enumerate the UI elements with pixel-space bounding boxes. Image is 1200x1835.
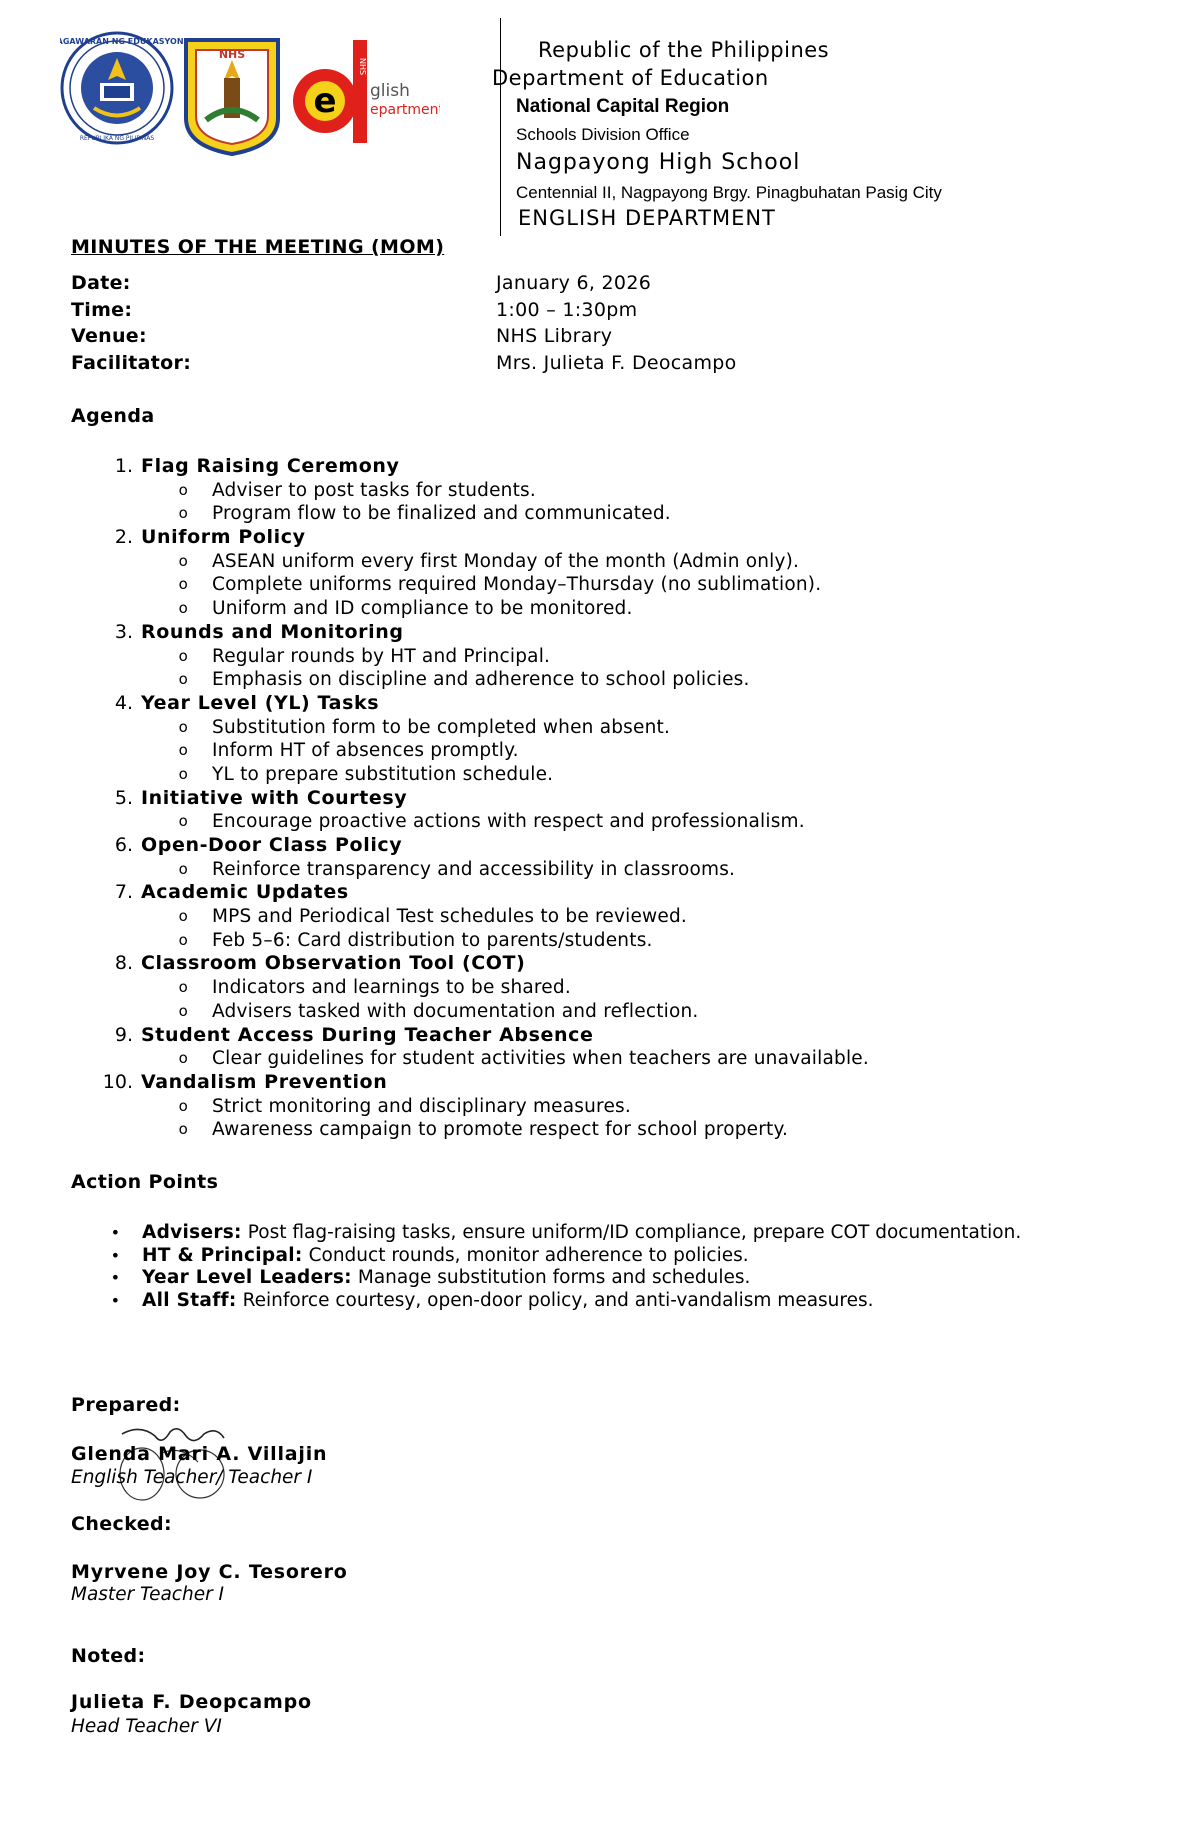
agenda-subitem-text: Uniform and ID compliance to be monitored. bbox=[212, 598, 633, 620]
meta-label: Time: bbox=[71, 298, 133, 321]
action-point-text: Manage substitution forms and schedules. bbox=[357, 1267, 751, 1289]
header-school-name: Nagpayong High School bbox=[516, 150, 801, 175]
agenda-item-number: 2. bbox=[114, 526, 133, 549]
agenda-item-number: 1. bbox=[114, 455, 133, 477]
noted-role: Head Teacher VI bbox=[71, 1716, 222, 1737]
agenda-item-number: 6. bbox=[114, 834, 133, 856]
agenda-subitem bbox=[71, 645, 1131, 669]
agenda-subitem-text: Adviser to post tasks for students. bbox=[212, 479, 536, 501]
agenda-subitem-text: Clear guidelines for student activities when teachers are unavailable. bbox=[212, 1048, 869, 1070]
action-point bbox=[71, 1290, 1171, 1313]
header-department-name: ENGLISH DEPARTMENT bbox=[518, 206, 776, 230]
agenda-item-number: 7. bbox=[114, 881, 133, 904]
header-division: Schools Division Office bbox=[516, 125, 690, 144]
agenda-subitem bbox=[71, 716, 1131, 740]
agenda-item bbox=[71, 881, 1131, 952]
agenda-item-heading bbox=[71, 455, 1131, 479]
agenda-subitem bbox=[71, 573, 1131, 597]
noted-name: Julieta F. Deopcampo bbox=[71, 1691, 312, 1713]
sub-bullet-icon: o bbox=[178, 907, 188, 926]
meta-row-facilitator bbox=[71, 352, 971, 379]
header-address: Centennial II, Nagpayong Brgy. Pinagbuhatan Pasig City bbox=[516, 183, 942, 202]
agenda-subitem-text: Regular rounds by HT and Principal. bbox=[212, 645, 551, 667]
bullet-icon: • bbox=[110, 1223, 120, 1242]
sub-bullet-icon: o bbox=[178, 717, 188, 736]
svg-text:NHS: NHS bbox=[218, 48, 246, 61]
sub-bullet-icon: o bbox=[178, 575, 188, 594]
meta-value: NHS Library bbox=[496, 325, 613, 347]
bullet-icon: • bbox=[110, 1291, 120, 1311]
sub-bullet-icon: o bbox=[178, 480, 188, 499]
sub-bullet-icon: o bbox=[178, 812, 188, 831]
prepared-name: Glenda Mari A. Villajin bbox=[71, 1443, 328, 1465]
agenda-subitem bbox=[71, 1047, 1131, 1071]
sub-bullet-icon: o bbox=[178, 1049, 188, 1068]
meta-row-venue bbox=[71, 325, 971, 352]
meta-label: Date: bbox=[71, 272, 131, 294]
agenda-item-number: 8. bbox=[114, 952, 133, 975]
action-point bbox=[71, 1222, 1171, 1245]
header-logos bbox=[60, 28, 440, 158]
action-point bbox=[71, 1245, 1171, 1268]
agenda-subitem bbox=[71, 597, 1131, 621]
agenda-item-title: Initiative with Courtesy bbox=[141, 786, 408, 809]
agenda-item-heading bbox=[71, 1071, 1131, 1095]
agenda-item-title: Academic Updates bbox=[141, 881, 349, 904]
sub-bullet-icon: o bbox=[178, 1096, 188, 1115]
agenda-subitem bbox=[71, 739, 1131, 763]
action-point-text: Conduct rounds, monitor adherence to policies. bbox=[308, 1244, 749, 1266]
checked-label: Checked: bbox=[71, 1513, 173, 1535]
agenda-subitem-text: ASEAN uniform every first Monday of the month (Admin only). bbox=[212, 550, 800, 572]
meta-row-date bbox=[71, 272, 971, 299]
agenda-subitem-text: Strict monitoring and disciplinary measures. bbox=[212, 1095, 631, 1117]
agenda-item-title: Uniform Policy bbox=[141, 526, 306, 549]
agenda-item bbox=[71, 1024, 1131, 1071]
agenda-item-heading bbox=[71, 1024, 1131, 1048]
sub-bullet-icon: o bbox=[178, 670, 188, 689]
agenda-item-title: Classroom Observation Tool (COT) bbox=[141, 952, 526, 975]
agenda-subitem bbox=[71, 1000, 1131, 1024]
meta-row-time bbox=[71, 299, 971, 326]
agenda-subitem bbox=[71, 502, 1131, 526]
action-point-owner: Advisers: bbox=[142, 1222, 242, 1243]
agenda-item bbox=[71, 526, 1131, 621]
agenda-subitem bbox=[71, 479, 1131, 503]
sub-bullet-icon: o bbox=[178, 504, 188, 523]
agenda-subitem bbox=[71, 1095, 1131, 1119]
agenda-subitem-text: Complete uniforms required Monday–Thursday (no sublimation). bbox=[212, 574, 822, 596]
agenda-subitem-text: Feb 5–6: Card distribution to parents/students. bbox=[212, 929, 653, 951]
agenda-item bbox=[71, 455, 1131, 526]
agenda-item-heading bbox=[71, 692, 1131, 716]
agenda-subitem-text: Encourage proactive actions with respect and professionalism. bbox=[212, 811, 805, 833]
agenda-item-title: Student Access During Teacher Absence bbox=[141, 1023, 594, 1046]
sub-bullet-icon: o bbox=[178, 646, 188, 665]
sub-bullet-icon: o bbox=[178, 1001, 188, 1020]
svg-text:REPUBLIKA NG PILIPINAS: REPUBLIKA NG PILIPINAS bbox=[79, 135, 155, 142]
agenda-item-heading bbox=[71, 834, 1131, 858]
agenda-item bbox=[71, 692, 1131, 787]
agenda-item-number: 9. bbox=[114, 1023, 133, 1046]
agenda-list bbox=[71, 455, 1131, 1142]
sub-bullet-icon: o bbox=[178, 859, 188, 878]
sub-bullet-icon: o bbox=[178, 978, 188, 997]
agenda-subitem bbox=[71, 668, 1131, 692]
agenda-item bbox=[71, 952, 1131, 1023]
svg-text:KAGAWARAN NG EDUKASYON: KAGAWARAN NG EDUKASYON bbox=[60, 37, 184, 46]
agenda-heading: Agenda bbox=[71, 405, 155, 427]
agenda-item-number: 10. bbox=[102, 1070, 133, 1093]
agenda-subitem-text: YL to prepare substitution schedule. bbox=[212, 763, 554, 785]
header-department: Department of Education bbox=[492, 66, 769, 90]
nhs-school-logo-icon bbox=[186, 40, 278, 154]
sub-bullet-icon: o bbox=[178, 1120, 188, 1139]
agenda-item-title: Rounds and Monitoring bbox=[141, 620, 404, 643]
agenda-item-heading bbox=[71, 621, 1131, 645]
meta-value: Mrs. Julieta F. Deocampo bbox=[496, 351, 737, 374]
agenda-subitem bbox=[71, 929, 1131, 953]
action-point-owner: Year Level Leaders: bbox=[142, 1267, 352, 1289]
agenda-item-heading bbox=[71, 787, 1131, 811]
sub-bullet-icon: o bbox=[178, 599, 188, 618]
svg-text:e: e bbox=[313, 81, 337, 121]
agenda-item-number: 3. bbox=[114, 620, 133, 643]
svg-text:NHS: NHS bbox=[358, 58, 367, 76]
agenda-item-heading bbox=[71, 526, 1131, 550]
agenda-subitem bbox=[71, 763, 1131, 787]
agenda-subitem bbox=[71, 905, 1131, 929]
action-points-list bbox=[71, 1222, 1171, 1313]
prepared-label: Prepared: bbox=[71, 1394, 181, 1416]
agenda-item-title: Open-Door Class Policy bbox=[141, 834, 403, 856]
agenda-item-heading bbox=[71, 952, 1131, 976]
agenda-subitem-text: Reinforce transparency and accessibility in classrooms. bbox=[212, 858, 736, 880]
noted-label: Noted: bbox=[71, 1645, 146, 1667]
bullet-icon: • bbox=[110, 1268, 120, 1288]
agenda-subitem-text: Advisers tasked with documentation and reflection. bbox=[212, 1000, 699, 1022]
sub-bullet-icon: o bbox=[178, 930, 188, 949]
english-department-logo-icon bbox=[293, 40, 440, 143]
sub-bullet-icon: o bbox=[178, 551, 188, 570]
agenda-item-number: 5. bbox=[114, 786, 133, 809]
header-divider bbox=[500, 18, 501, 236]
deped-seal-icon bbox=[60, 33, 184, 143]
sub-bullet-icon: o bbox=[178, 741, 188, 760]
agenda-subitem bbox=[71, 976, 1131, 1000]
action-point bbox=[71, 1267, 1171, 1290]
agenda-subitem-text: Indicators and learnings to be shared. bbox=[212, 977, 571, 999]
bullet-icon: • bbox=[110, 1245, 120, 1265]
action-points-heading: Action Points bbox=[71, 1171, 219, 1193]
agenda-subitem bbox=[71, 858, 1131, 882]
agenda-subitem bbox=[71, 550, 1131, 574]
checked-name: Myrvene Joy C. Tesorero bbox=[71, 1561, 348, 1583]
meta-label: Facilitator: bbox=[71, 351, 192, 374]
agenda-subitem-text: Emphasis on discipline and adherence to school policies. bbox=[212, 669, 750, 691]
agenda-subitem bbox=[71, 1118, 1131, 1142]
checked-role: Master Teacher I bbox=[71, 1584, 225, 1605]
action-point-owner: All Staff: bbox=[142, 1290, 237, 1312]
sub-bullet-icon: o bbox=[178, 764, 188, 783]
meta-label: Venue: bbox=[71, 325, 147, 347]
header-republic: Republic of the Philippines bbox=[538, 38, 830, 62]
agenda-subitem-text: Inform HT of absences promptly. bbox=[212, 740, 519, 762]
prepared-role: English Teacher/ Teacher I bbox=[71, 1467, 313, 1488]
agenda-subitem-text: Program flow to be finalized and communicated. bbox=[212, 503, 671, 525]
agenda-item bbox=[71, 834, 1131, 881]
svg-text:glish: glish bbox=[370, 81, 410, 101]
agenda-item-heading bbox=[71, 881, 1131, 905]
action-point-text: Post flag-raising tasks, ensure uniform/ID compliance, prepare COT documentation. bbox=[247, 1222, 1022, 1243]
agenda-subitem bbox=[71, 810, 1131, 834]
agenda-item-title: Flag Raising Ceremony bbox=[141, 455, 400, 477]
agenda-subitem-text: Awareness campaign to promote respect for school property. bbox=[212, 1119, 789, 1141]
agenda-item-number: 4. bbox=[114, 691, 133, 714]
header-region: National Capital Region bbox=[516, 96, 730, 117]
agenda-item-title: Vandalism Prevention bbox=[141, 1070, 388, 1093]
meeting-details bbox=[71, 272, 971, 378]
document-title: MINUTES OF THE MEETING (MOM) bbox=[71, 236, 445, 258]
agenda-subitem-text: Substitution form to be completed when absent. bbox=[212, 716, 671, 738]
agenda-item bbox=[71, 787, 1131, 834]
meta-value: 1:00 – 1:30pm bbox=[496, 298, 638, 321]
svg-text:epartment: epartment bbox=[370, 102, 440, 118]
action-point-owner: HT & Principal: bbox=[142, 1244, 303, 1266]
agenda-item-title: Year Level (YL) Tasks bbox=[141, 691, 380, 714]
agenda-subitem-text: MPS and Periodical Test schedules to be reviewed. bbox=[212, 906, 687, 928]
action-point-text: Reinforce courtesy, open-door policy, and anti-vandalism measures. bbox=[242, 1290, 874, 1312]
agenda-item bbox=[71, 1071, 1131, 1142]
agenda-item bbox=[71, 621, 1131, 692]
meta-value: January 6, 2026 bbox=[496, 272, 652, 294]
